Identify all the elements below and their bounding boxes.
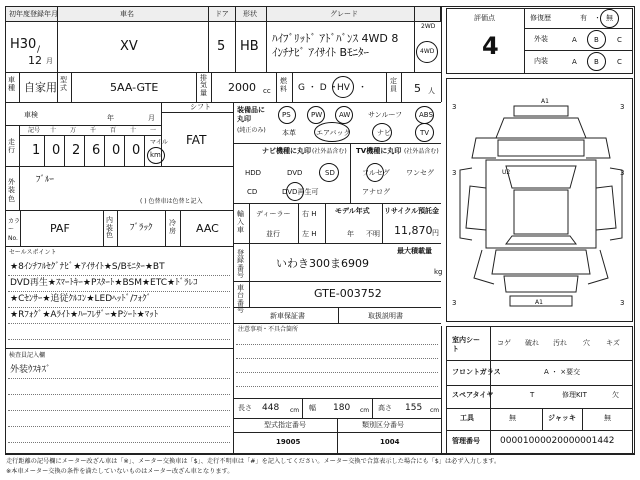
- height-label: 高さ: [378, 404, 392, 412]
- management-label: 管理番号: [452, 437, 480, 445]
- jack-none: 無: [604, 414, 611, 422]
- height-value: 155: [405, 403, 423, 413]
- equip-navi: ナビ: [377, 129, 391, 137]
- load-unit: kg: [434, 268, 443, 276]
- mileage-digit: 1: [32, 143, 41, 158]
- mileage-digit: 0: [52, 143, 61, 158]
- interior-grade-label: 内装: [534, 57, 548, 65]
- equip-abs-circle: [415, 106, 434, 124]
- interior-grade-a: A: [572, 58, 577, 66]
- first-reg-year: H30: [10, 37, 37, 52]
- exterior-grade-a: A: [572, 36, 577, 44]
- repair-yes: 有: [580, 14, 587, 22]
- repair-no-circle: [600, 9, 619, 28]
- inspection-label: 車検: [24, 111, 38, 119]
- color-no-label: カラーNo.: [8, 218, 21, 242]
- mileage-digit: 6: [92, 143, 101, 158]
- inspector-value: 外装ｳｽｷｽﾞ: [10, 365, 51, 375]
- tools-label: 工具: [460, 414, 474, 422]
- width-label: 幅: [309, 404, 316, 412]
- bracket-mid-left: 3: [452, 169, 457, 177]
- seat-hole: 穴: [583, 339, 590, 347]
- equip-leather: 本革: [282, 129, 296, 137]
- interior-color-label: 内装色: [106, 216, 113, 240]
- equip-ps-circle: [278, 106, 296, 124]
- fuel-other: ・: [358, 83, 368, 93]
- navi-sd: SD: [325, 169, 335, 177]
- model-year-unknown: 不明: [366, 230, 380, 238]
- mileage-digit: 0: [112, 143, 121, 158]
- windshield-label: フロントガラス: [452, 368, 501, 376]
- model: 5AA-GTE: [110, 81, 159, 94]
- spare-kit: 修理KIT: [562, 391, 587, 399]
- bracket-bottom-left: 3: [452, 299, 457, 307]
- spare-none: 欠: [612, 391, 619, 399]
- inspection-month-unit: 月: [148, 114, 155, 122]
- mileage-digit: 2: [72, 143, 81, 158]
- seat-scratch: キズ: [606, 339, 620, 347]
- tv-oneseg: ワンセグ: [406, 169, 434, 177]
- model-year-unit: 年: [347, 230, 354, 238]
- recycle-label: リサイクル預託金: [384, 207, 440, 215]
- door-label: ドア: [215, 10, 229, 18]
- import-parallel: 並行: [266, 230, 280, 238]
- mileage-digit-header: 百: [110, 127, 117, 134]
- sales-points-label: セールスポイント: [9, 249, 57, 256]
- equip-navi-circle: [372, 123, 392, 142]
- repair-no: 無: [606, 14, 613, 22]
- interior-b-circle: [587, 52, 606, 71]
- car-name: XV: [120, 39, 138, 54]
- chassis-label: 車台番号: [237, 284, 244, 315]
- displacement: 2000: [228, 81, 256, 94]
- bracket-bottom-right: 3: [620, 299, 625, 307]
- capacity-label: 定員: [390, 77, 397, 93]
- interior-grade-b: B: [594, 58, 599, 66]
- footer-note-1: 走行距離の記号欄にメーター改ざん車は「※」、メーター交換車は「$」、走行不明車は「#」を記入してください。メーター交換で合算表示した場合にも「$」は必ず入力します。: [6, 458, 501, 465]
- equip-aw-circle: [335, 106, 353, 124]
- equip-tv-circle: [415, 123, 434, 142]
- equip-airbag: エアバック: [316, 129, 351, 137]
- type-designation-label: 型式指定番号: [264, 421, 306, 429]
- mileage-digit: 0: [132, 143, 141, 158]
- grade-label: グレード: [330, 10, 358, 18]
- grade-line-1: ﾊｲﾌﾞﾘｯﾄﾞ ｱﾄﾞﾊﾞﾝｽ 4WD 8: [272, 32, 399, 45]
- first-reg-month-unit: 月: [46, 57, 53, 65]
- category-label: 車種: [8, 76, 15, 92]
- repair-label: 修復歴: [530, 14, 551, 22]
- inspection-year-unit: 年: [107, 114, 114, 122]
- registration-label: 登録番号: [237, 249, 244, 280]
- bracket-top-right: 3: [620, 103, 625, 111]
- diagram-a1-rear: A1: [535, 299, 543, 306]
- seat-dirt: 汚れ: [553, 339, 567, 347]
- spare-t: T: [530, 391, 535, 399]
- length-unit: cm: [290, 407, 300, 414]
- equip-tv: TV: [420, 129, 430, 137]
- repair-sep: ・: [594, 14, 601, 22]
- sales-line-3: ★Cｾﾝｻｰ★追従ｸﾙｺﾝ★LEDﾍｯﾄﾞ/ﾌｫｸﾞ: [10, 294, 152, 304]
- bracket-mid-right: 3: [620, 169, 625, 177]
- bracket-top-left: 3: [452, 103, 457, 111]
- mileage-digit-header: 記号: [28, 127, 41, 134]
- exterior-grade-b: B: [594, 36, 599, 44]
- import-left: 左 H: [302, 230, 317, 238]
- exterior-grade-c: C: [617, 36, 622, 44]
- fuel-options: G ・ D ・: [298, 83, 339, 93]
- shift: FAT: [186, 133, 207, 147]
- capacity-unit: 人: [428, 87, 435, 95]
- tv-subtitle: (社外品含む): [404, 148, 439, 155]
- navi-subtitle: (社外品含む): [312, 148, 347, 155]
- tv-fullseg-circle: [366, 163, 384, 182]
- unit-mile: マイル: [150, 139, 168, 146]
- navi-dvd-playback: DVD再生可: [282, 188, 319, 196]
- import-right: 右 H: [302, 210, 317, 218]
- navi-dvd-playback-circle: [286, 182, 304, 201]
- equip-pw: PW: [311, 111, 323, 119]
- tv-fullseg: フルセグ: [362, 169, 390, 177]
- displacement-label: 排気量: [200, 74, 207, 97]
- exterior-color-note: ( ) 色替車は色替と記入: [140, 198, 203, 205]
- color-no: PAF: [50, 222, 70, 235]
- equip-aw: AW: [339, 111, 351, 119]
- capacity: 5: [414, 82, 421, 95]
- load-label: 最大積載量: [397, 247, 432, 255]
- warranty-new-car: 新車保証書: [270, 312, 305, 320]
- class-number: 1004: [380, 438, 400, 446]
- shape-label: 形状: [243, 10, 257, 18]
- displacement-unit: cc: [263, 87, 271, 95]
- exterior-b-circle: [587, 30, 606, 49]
- exterior-color-label: 外装色: [8, 178, 15, 203]
- recycle-value: 11,870: [394, 224, 433, 237]
- equipment-title: 装備品に丸印: [237, 106, 265, 123]
- import-dealer: ディーラー: [256, 210, 291, 218]
- equipment-subtitle: (純正のみ): [237, 127, 266, 134]
- unit-km: km: [150, 151, 161, 159]
- fuel-label: 燃料: [280, 77, 287, 93]
- navi-cd: CD: [247, 188, 258, 196]
- ac: AAC: [196, 222, 219, 235]
- mileage-digit-header: 十: [50, 127, 57, 134]
- diagram-u2: U2: [502, 169, 511, 176]
- body-shape: HB: [240, 39, 259, 54]
- grade-line-2: ｲﾝﾁﾅﾋﾞ ｱｲｻｲﾄ Bﾓﾆﾀｰ: [272, 46, 370, 59]
- drive-2wd: 2WD: [421, 23, 436, 30]
- equip-airbag-circle: [314, 122, 350, 142]
- model-year-label: モデル年式: [335, 207, 370, 215]
- mileage-digit-header: 万: [70, 127, 77, 134]
- sales-line-1: ★8ｲﾝﾁﾌﾙｾｸﾞﾅﾋﾞ★ｱｲｻｲﾄ★S/Bﾓﾆﾀｰ★BT: [10, 262, 165, 272]
- interior-color: ﾌﾞﾗｯｸ: [130, 223, 153, 233]
- width-value: 180: [333, 403, 351, 413]
- score-label: 評価点: [474, 14, 495, 22]
- ac-label: 冷房: [169, 219, 176, 235]
- diagram-a1: A1: [541, 98, 549, 105]
- exterior-grade-label: 外装: [534, 35, 548, 43]
- seat-tear: 破れ: [525, 339, 539, 347]
- management-number: 00001000020000001442: [500, 436, 615, 446]
- mileage-digit-header: 十: [130, 127, 137, 134]
- equip-ps: PS: [282, 111, 291, 119]
- first-reg-slash: /: [37, 45, 41, 55]
- caution-label: 注意事項・不具合箇所: [238, 326, 299, 333]
- inspector-label: 検査員記入欄: [9, 352, 46, 359]
- warranty-manual: 取扱説明書: [368, 312, 403, 320]
- fuel-hv-circle: [332, 76, 354, 98]
- car-name-label: 車名: [120, 10, 134, 18]
- tv-title: TV機種に丸印: [356, 147, 402, 155]
- fuel-selected: HV: [337, 83, 350, 93]
- width-unit: cm: [360, 407, 370, 414]
- chassis-value: GTE-003752: [314, 287, 382, 300]
- navi-hdd: HDD: [245, 169, 262, 177]
- traveled-label: 走行: [8, 138, 15, 155]
- sales-line-4: ★Rﾌｫｸﾞ★Aﾗｲﾄ★ﾊｰﾌﾚｻﾞｰ★Pｼｰﾄ★ﾏｯﾄ: [10, 310, 159, 320]
- sales-line-2: DVD再生★ｽﾏｰﾄｷｰ★Pｽﾀｰﾄ★BSM★ETC★ﾄﾞﾗﾚｺ: [10, 278, 198, 288]
- recycle-unit: 円: [432, 229, 439, 237]
- navi-title: ナビ機種に丸印: [262, 147, 311, 155]
- jack-label: ジャッキ: [548, 414, 576, 422]
- drive-4wd-circle: [416, 41, 438, 63]
- drive-4wd: 4WD: [420, 48, 435, 55]
- length-value: 448: [262, 403, 280, 413]
- equip-sunroof: サンルーフ: [368, 111, 403, 119]
- navi-dvd: DVD: [287, 169, 303, 177]
- tools-none: 無: [509, 414, 516, 422]
- registration-value: いわき300ま6909: [276, 257, 369, 270]
- interior-seat-label: 室内シート: [452, 336, 480, 354]
- unit-km-circle: [147, 147, 165, 164]
- category: 自家用: [24, 81, 57, 94]
- model-label: 型式: [60, 76, 67, 92]
- equip-pw-circle: [307, 106, 325, 124]
- spare-label: スペアタイヤ: [452, 391, 494, 399]
- mileage-digit-header: 一: [150, 127, 157, 134]
- import-label: 輸入車: [237, 210, 244, 235]
- score: 4: [482, 32, 499, 60]
- car-diagram: [446, 78, 633, 322]
- class-label: 類別区分番号: [362, 421, 404, 429]
- mileage-digit-header: 千: [90, 127, 97, 134]
- exterior-color: ﾌﾞﾙｰ: [36, 175, 55, 185]
- equip-abs: ABS: [419, 111, 433, 119]
- interior-grade-c: C: [617, 58, 622, 66]
- shift-label: シフト: [190, 103, 211, 111]
- type-designation: 19005: [276, 438, 301, 446]
- tv-analog: アナログ: [362, 188, 390, 196]
- footer-note-2: ※本車メーター交換の条件を満たしていないものはメーター改ざん車となります。: [6, 468, 234, 475]
- first-reg-month: 12: [28, 54, 42, 67]
- first-reg-label: 初年度登録年月: [9, 10, 58, 18]
- windshield-options: A ・ ×要交: [544, 368, 581, 376]
- seat-burn: コゲ: [497, 339, 511, 347]
- height-unit: cm: [430, 407, 440, 414]
- length-label: 長さ: [238, 404, 252, 412]
- doors: 5: [217, 39, 226, 54]
- navi-sd-circle: [319, 163, 339, 182]
